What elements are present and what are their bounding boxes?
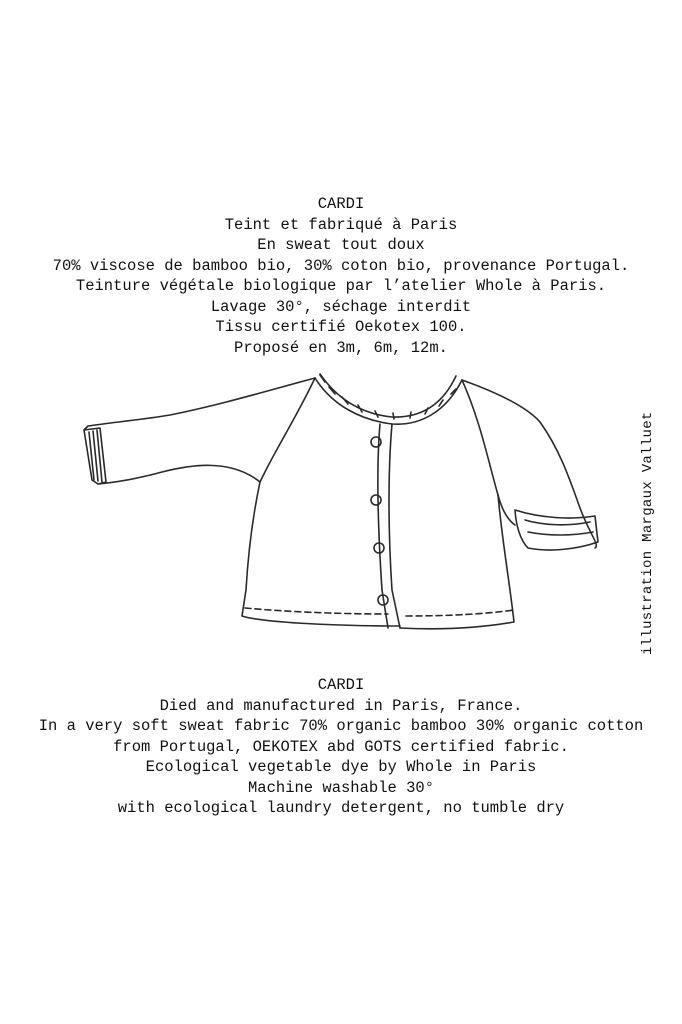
english-title: CARDI xyxy=(317,676,365,694)
placket xyxy=(389,424,400,628)
left-body-side xyxy=(242,482,400,626)
french-line: Tissu certifié Oekotex 100. xyxy=(215,318,467,336)
right-body-side xyxy=(400,495,514,629)
cardigan-sketch-icon xyxy=(70,360,630,650)
english-description xyxy=(0,675,682,819)
french-description xyxy=(0,194,682,358)
left-sleeve xyxy=(84,378,315,484)
french-line: En sweat tout doux xyxy=(257,236,425,254)
french-title: CARDI xyxy=(317,195,365,213)
english-line: In a very soft sweat fabric 70% organic bamboo 30% organic cotton xyxy=(38,717,644,735)
english-line: Machine washable 30° xyxy=(247,778,435,797)
english-line: Ecological vegetable dye by Whole in Paris xyxy=(145,758,537,776)
right-sleeve xyxy=(462,380,596,548)
french-line: Teinture végétale biologique par l’atelier Whole à Paris. xyxy=(75,277,607,295)
english-line: Died and manufactured in Paris, France. xyxy=(159,696,523,715)
french-line: Lavage 30°, séchage interdit xyxy=(210,297,472,316)
illustration-credit: illustration Margaux Valluet xyxy=(640,411,656,655)
right-sleeve-inner xyxy=(462,380,515,525)
hem xyxy=(245,608,514,616)
button-icon xyxy=(371,495,381,505)
french-line: Teint et fabriqué à Paris xyxy=(224,215,458,234)
english-line: with ecological laundry detergent, no tumble dry xyxy=(117,799,565,817)
english-line: from Portugal, OEKOTEX abd GOTS certified fabric. xyxy=(113,737,569,756)
french-line: Proposé en 3m, 6m, 12m. xyxy=(234,338,448,357)
french-line: 70% viscose de bamboo bio, 30% coton bio, provenance Portugal. xyxy=(52,256,630,275)
right-cuff xyxy=(515,510,598,550)
